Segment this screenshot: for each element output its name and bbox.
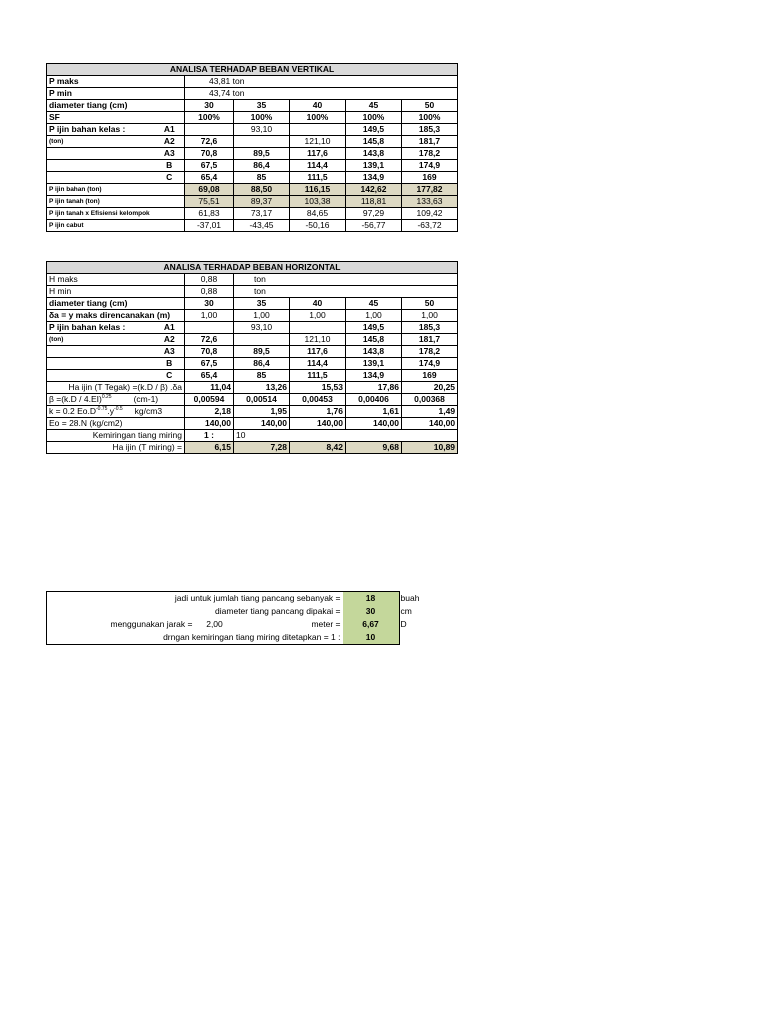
- hmin-label: H min: [47, 286, 185, 298]
- vertical-load-table: [46, 63, 458, 232]
- summary-diameter-unit: cm: [400, 606, 412, 616]
- sf-label: SF: [47, 112, 185, 124]
- k-cell: 1,49: [402, 406, 458, 418]
- class-value: 93,10: [234, 322, 290, 334]
- pcabut-cell: -63,72: [402, 220, 458, 232]
- summary-pile-count-value: 18: [343, 592, 399, 606]
- peff-label: P ijin tanah x Efisiensi kelompok: [47, 208, 185, 220]
- eo-cell: 140,00: [234, 418, 290, 430]
- miring-ratio-b: 10: [234, 430, 290, 442]
- pmin-label: P min: [47, 88, 185, 100]
- class-value: 134,9: [346, 172, 402, 184]
- class-value: [185, 124, 234, 136]
- sf-cell: 100%: [346, 112, 402, 124]
- ptanah-label: P ijin tanah (ton): [47, 196, 185, 208]
- class-label: A3: [155, 148, 185, 160]
- vertical-table-title: ANALISA TERHADAP BEBAN VERTIKAL: [47, 64, 458, 76]
- eo-cell: 140,00: [402, 418, 458, 430]
- class-value: 65,4: [185, 370, 234, 382]
- ha-miring-cell: 9,68: [346, 442, 402, 454]
- class-value: 65,4: [185, 172, 234, 184]
- sf-cell: 100%: [290, 112, 346, 124]
- diameter-cell: 45: [346, 298, 402, 310]
- summary-diameter-value: 30: [343, 605, 399, 618]
- class-value: 85: [234, 172, 290, 184]
- class-value: 70,8: [185, 148, 234, 160]
- beta-cell: 0,00453: [290, 394, 346, 406]
- pbahan-label: P ijin bahan (ton): [47, 184, 185, 196]
- class-value: 111,5: [290, 172, 346, 184]
- class-label: A2: [155, 334, 185, 346]
- summary-spacing-label-b: meter =: [311, 619, 341, 629]
- peff-cell: 97,29: [346, 208, 402, 220]
- eo-cell: 140,00: [290, 418, 346, 430]
- beta-cell: 0,00514: [234, 394, 290, 406]
- ha-tegak-cell: 11,04: [185, 382, 234, 394]
- pmin-value: 43,74 ton: [185, 88, 458, 100]
- class-label: A2: [155, 136, 185, 148]
- summary-spacing-unit: D: [400, 619, 407, 629]
- class-value: [290, 124, 346, 136]
- summary-diameter-label: diameter tiang pancang dipakai =: [215, 606, 341, 616]
- class-value: 85: [234, 370, 290, 382]
- sf-cell: 100%: [185, 112, 234, 124]
- ton-label: (ton): [47, 334, 155, 346]
- class-label: B: [155, 358, 185, 370]
- class-label: A3: [155, 346, 185, 358]
- delta-label: δa = y maks direncanakan (m): [47, 310, 185, 322]
- ha-miring-cell: 10,89: [402, 442, 458, 454]
- summary-spacing-value: 6,67: [343, 618, 399, 631]
- ton-label: (ton): [47, 136, 155, 148]
- class-value: 114,4: [290, 160, 346, 172]
- class-label: A1: [155, 322, 185, 334]
- class-value: 117,6: [290, 346, 346, 358]
- delta-cell: 1,00: [234, 310, 290, 322]
- pbahan-cell: 177,82: [402, 184, 458, 196]
- summary-pile-count-unit: buah: [400, 593, 420, 603]
- ha-tegak-cell: 13,26: [234, 382, 290, 394]
- class-value: 169: [402, 172, 458, 184]
- class-value: 86,4: [234, 358, 290, 370]
- class-value: 70,8: [185, 346, 234, 358]
- pbahan-cell: 142,62: [346, 184, 402, 196]
- class-label: B: [155, 160, 185, 172]
- class-value: 89,5: [234, 346, 290, 358]
- ha-tegak-cell: 20,25: [402, 382, 458, 394]
- eo-cell: 140,00: [185, 418, 234, 430]
- class-value: 67,5: [185, 358, 234, 370]
- class-value: 185,3: [402, 322, 458, 334]
- delta-cell: 1,00: [346, 310, 402, 322]
- class-value: 72,6: [185, 334, 234, 346]
- ptanah-cell: 118,81: [346, 196, 402, 208]
- summary-box: [46, 591, 420, 645]
- diameter-cell: 40: [290, 298, 346, 310]
- class-value: 143,8: [346, 346, 402, 358]
- class-value: 72,6: [185, 136, 234, 148]
- pbahan-cell: 69,08: [185, 184, 234, 196]
- beta-cell: 0,00594: [185, 394, 234, 406]
- pmaks-value: 43,81 ton: [185, 76, 458, 88]
- pcabut-label: P ijin cabut: [47, 220, 185, 232]
- class-value: 114,4: [290, 358, 346, 370]
- diameter-cell: 40: [290, 100, 346, 112]
- class-value: 181,7: [402, 334, 458, 346]
- pijin-label: P ijin bahan kelas :: [47, 322, 155, 334]
- diameter-cell: 30: [185, 298, 234, 310]
- class-value: [290, 322, 346, 334]
- hmaks-value: 0,88: [185, 274, 234, 286]
- class-value: 178,2: [402, 346, 458, 358]
- class-value: 121,10: [290, 136, 346, 148]
- class-value: 169: [402, 370, 458, 382]
- summary-spacing-label: menggunakan jarak =: [110, 619, 193, 629]
- class-value: [185, 322, 234, 334]
- k-cell: 1,61: [346, 406, 402, 418]
- diameter-cell: 35: [234, 100, 290, 112]
- class-label: C: [155, 370, 185, 382]
- class-value: 86,4: [234, 160, 290, 172]
- summary-pile-count-label: jadi untuk jumlah tiang pancang sebanyak =: [174, 593, 341, 603]
- class-value: 143,8: [346, 148, 402, 160]
- miring-label: Kemiringan tiang miring: [47, 430, 185, 442]
- class-value: 111,5: [290, 370, 346, 382]
- class-value: 145,8: [346, 136, 402, 148]
- pijin-label: P ijin bahan kelas :: [47, 124, 155, 136]
- summary-spacing-meter: 2,00: [206, 619, 223, 629]
- pbahan-cell: 88,50: [234, 184, 290, 196]
- delta-cell: 1,00: [402, 310, 458, 322]
- class-label: A1: [155, 124, 185, 136]
- k-cell: 1,76: [290, 406, 346, 418]
- class-value: [234, 136, 290, 148]
- class-value: 145,8: [346, 334, 402, 346]
- eo-cell: 140,00: [346, 418, 402, 430]
- diameter-label: diameter tiang (cm): [47, 100, 185, 112]
- pcabut-cell: -50,16: [290, 220, 346, 232]
- delta-cell: 1,00: [290, 310, 346, 322]
- ha-miring-label: Ha ijin (T miring) =: [47, 442, 185, 454]
- class-value: [234, 334, 290, 346]
- diameter-cell: 45: [346, 100, 402, 112]
- sf-cell: 100%: [234, 112, 290, 124]
- sf-cell: 100%: [402, 112, 458, 124]
- class-value: 93,10: [234, 124, 290, 136]
- miring-ratio-a: 1 :: [185, 430, 234, 442]
- hmaks-unit: ton: [234, 274, 458, 286]
- class-value: 149,5: [346, 124, 402, 136]
- diameter-cell: 30: [185, 100, 234, 112]
- class-value: 139,1: [346, 160, 402, 172]
- pcabut-cell: -56,77: [346, 220, 402, 232]
- class-value: 178,2: [402, 148, 458, 160]
- peff-cell: 73,17: [234, 208, 290, 220]
- diameter-label: diameter tiang (cm): [47, 298, 185, 310]
- k-cell: 1,95: [234, 406, 290, 418]
- class-value: 121,10: [290, 334, 346, 346]
- ha-miring-cell: 7,28: [234, 442, 290, 454]
- beta-label: β =(k.D / 4.EI)$^{0.25}$ (cm-1): [47, 394, 185, 406]
- summary-slope-value: 10: [343, 631, 399, 645]
- horizontal-table-title: ANALISA TERHADAP BEBAN HORIZONTAL: [47, 262, 458, 274]
- class-value: 181,7: [402, 136, 458, 148]
- hmaks-label: H maks: [47, 274, 185, 286]
- ptanah-cell: 103,38: [290, 196, 346, 208]
- hmin-unit: ton: [234, 286, 458, 298]
- ha-miring-cell: 8,42: [290, 442, 346, 454]
- peff-cell: 84,65: [290, 208, 346, 220]
- diameter-cell: 50: [402, 298, 458, 310]
- beta-cell: 0,00406: [346, 394, 402, 406]
- class-label: C: [155, 172, 185, 184]
- ha-miring-cell: 6,15: [185, 442, 234, 454]
- class-value: 139,1: [346, 358, 402, 370]
- summary-slope-label: drngan kemiringan tiang miring ditetapkan = 1 :: [163, 632, 341, 642]
- pcabut-cell: -43,45: [234, 220, 290, 232]
- pmaks-label: P maks: [47, 76, 185, 88]
- class-value: 67,5: [185, 160, 234, 172]
- class-value: 89,5: [234, 148, 290, 160]
- k-label: k = 0.2 $Eo.D^{-0.75}.y^{-0.5}$ kg/cm3: [47, 406, 185, 418]
- class-value: 185,3: [402, 124, 458, 136]
- horizontal-load-table: [46, 261, 458, 454]
- ptanah-cell: 133,63: [402, 196, 458, 208]
- beta-cell: 0,00368: [402, 394, 458, 406]
- peff-cell: 109,42: [402, 208, 458, 220]
- class-value: 117,6: [290, 148, 346, 160]
- diameter-cell: 35: [234, 298, 290, 310]
- pbahan-cell: 116,15: [290, 184, 346, 196]
- ha-tegak-label: Ha ijin (T Tegak) =(k.D / β) .δa: [47, 382, 185, 394]
- class-value: 174,9: [402, 358, 458, 370]
- ptanah-cell: 89,37: [234, 196, 290, 208]
- pcabut-cell: -37,01: [185, 220, 234, 232]
- diameter-cell: 50: [402, 100, 458, 112]
- hmin-value: 0,88: [185, 286, 234, 298]
- ha-tegak-cell: 15,53: [290, 382, 346, 394]
- delta-cell: 1,00: [185, 310, 234, 322]
- peff-cell: 61,83: [185, 208, 234, 220]
- eo-label: Eo = 28.N (kg/cm2): [47, 418, 185, 430]
- ha-tegak-cell: 17,86: [346, 382, 402, 394]
- class-value: 134,9: [346, 370, 402, 382]
- k-cell: 2,18: [185, 406, 234, 418]
- ptanah-cell: 75,51: [185, 196, 234, 208]
- class-value: 149,5: [346, 322, 402, 334]
- class-value: 174,9: [402, 160, 458, 172]
